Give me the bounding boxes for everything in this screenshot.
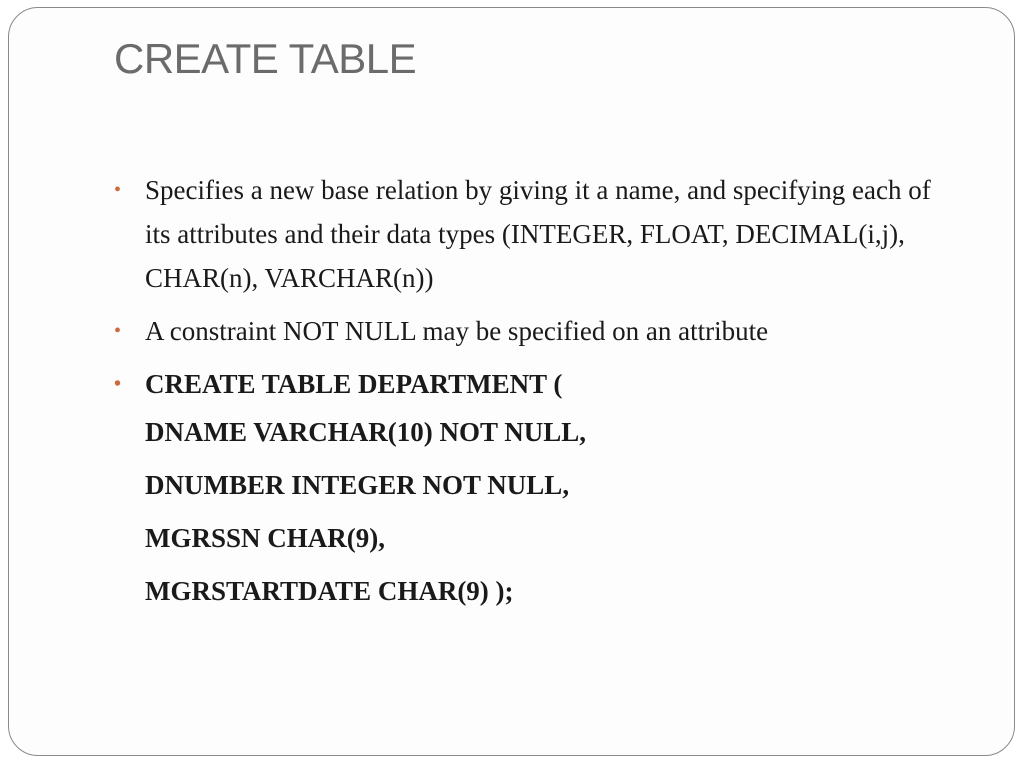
code-line-mgrstartdate: MGRSTARTDATE CHAR(9) ); (145, 576, 514, 606)
bullet-icon: • (114, 320, 122, 342)
code-line-mgrssn: MGRSSN CHAR(9), (145, 523, 385, 553)
bullet-item-2 (114, 309, 944, 353)
slide-title: CREATE TABLE (114, 35, 417, 82)
bullet-item-3 (114, 362, 944, 406)
bullet-icon: • (114, 179, 122, 201)
slide-body (114, 168, 944, 618)
code-line-dnumber: DNUMBER INTEGER NOT NULL, (145, 470, 570, 500)
code-line-dname: DNAME VARCHAR(10) NOT NULL, (145, 417, 587, 447)
bullet-item-1 (114, 168, 944, 300)
bullet-icon: • (114, 373, 122, 395)
bullet-text-3: CREATE TABLE DEPARTMENT ( (145, 369, 563, 399)
bullet-text-1: Specifies a new base relation by giving it a name, and specifying each of its attributes and their data types (INTEGER, FLOAT, DECIMAL(i,j), CHAR(n), VARCHAR(n)) (145, 175, 931, 293)
bullet-text-2: A constraint NOT NULL may be specified on an attribute (145, 316, 769, 346)
